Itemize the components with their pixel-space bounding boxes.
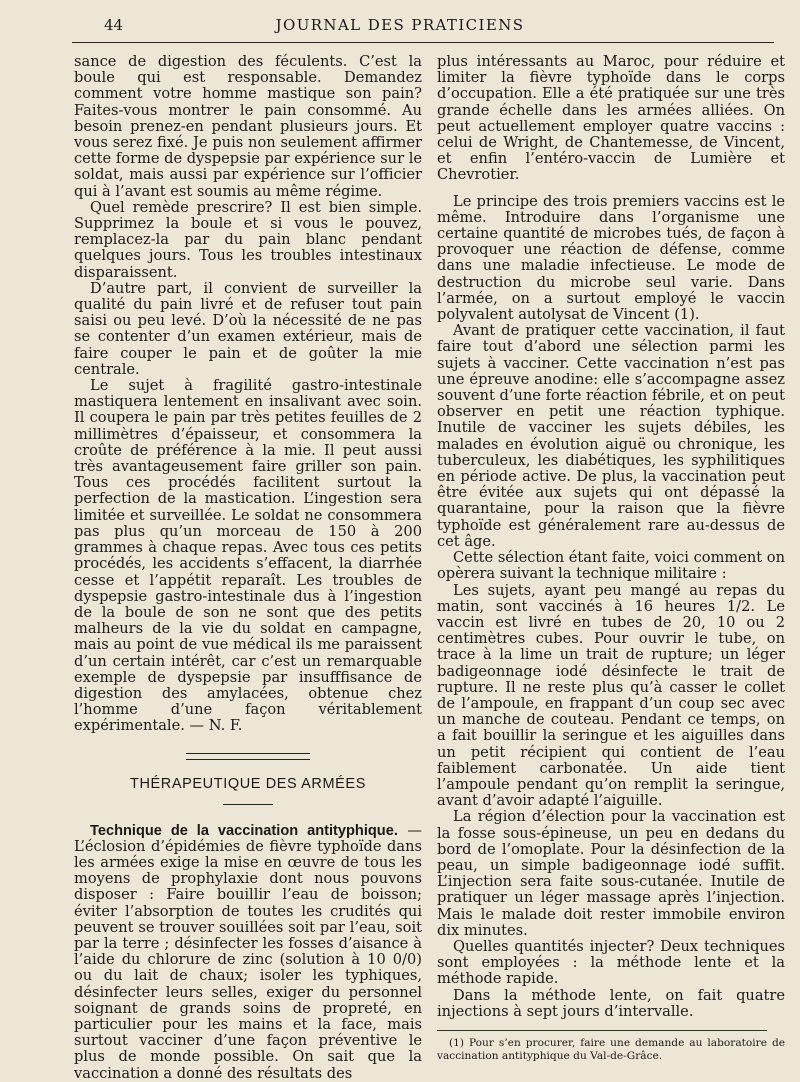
- page-header: [0, 0, 800, 40]
- article-lead: — L’éclosion d’épidémies de fièvre typhoïde dans les armées exige la mise en œuvre de tous les moyens de prophylaxie dont nous pouvons disposer : Faire bouillir l’eau de boisson; éviter l’absorption de toutes les crudités qui peuvent se trouver souillées soit par l’eau, soit par la terre ; désinfecter les fosses d’aisance à l’aide du chlorure de zinc (solution à 10 0/0) ou du lait de chaux; isoler les typhiques, désinfecter leurs selles, exiger du personnel soignant de grands soins de propreté, en particulier pour les mains et la face, mais surtout vacciner d’une façon préventive le plus de monde possible. On sait que la vaccination a donné des résultats des: [74, 821, 422, 1082]
- paragraph: Cette sélection étant faite, voici comment on opèrera suivant la technique militaire :: [437, 549, 785, 583]
- page-number: 44: [104, 16, 124, 34]
- section-title-rule: [223, 804, 273, 805]
- paragraph: plus intéressants au Maroc, pour réduire et limiter la fièvre typhoïde dans le corps d’occupation. Elle a été pratiquée sur une très grande échelle dans les armées alliées. On peut actuellement employer quatre vaccins : celui de Wright, de Chantemesse, de Vincent, et enfin l’entéro-vaccin de Lumière et Chevrotier.: [437, 53, 785, 184]
- footnote-rule: [437, 1030, 767, 1031]
- paragraph: Quel remède prescrire? Il est bien simple. Supprimez la boule et si vous le pouvez, remplacez-la par du pain blanc pendant quelques jours. Tous les troubles intestinaux disparaissent.: [74, 198, 422, 281]
- paragraph: sance de digestion des féculents. C’est la boule qui est responsable. Demandez comment votre homme mastique son pain? Faites-vous montrer le pain consommé. Au besoin prenez-en pendant plusieurs jours. Et vous serez fixé. Je puis non seulement affirmer cette forme de dyspepsie par expérience sur le soldat, mais aussi par expérience sur l’officier qui à l’avant est soumis au même régime.: [74, 53, 422, 200]
- right-column: [437, 54, 785, 1063]
- paragraph: Les sujets, ayant peu mangé au repas du matin, sont vaccinés à 16 heures 1/2. Le vaccin est livré en tubes de 20, 10 ou 2 centimètres cubes. Pour ouvrir le tube, on trace à la lime un trait de rupture; un léger badigeonnage iodé désinfecte le trait de rupture. Il ne reste plus qu’à casser le collet de l’ampoule, en frappant d’un coup sec avec un manche de couteau. Pendant ce temps, on a fait bouillir la seringue et les aiguilles dans un petit récipient qui contient de l’eau faiblement carbonatée. Un aide tient l’ampoule pendant qu’on remplit la seringue, avant d’avoir adapté l’aiguille.: [437, 581, 785, 810]
- paragraph: Quelles quantités injecter? Deux techniques sont employées : la méthode lente et la méthode rapide.: [437, 937, 785, 988]
- header-rule: [72, 42, 774, 43]
- double-rule: [186, 753, 310, 760]
- paragraph: Le sujet à fragilité gastro-intestinale mastiquera lentement en insalivant avec soin. Il coupera le pain par très petites feuilles de 2 millimètres d’épaisseur, et consommera la croûte de préférence à la mie. Il peut aussi très avantageusement faire griller son pain. Tous ces procédés facilitent surtout la perfection de la mastication. L’ingestion sera limitée et surveillée. Le soldat ne consommera pas plus qu’un morceau de 150 à 200 grammes à chaque repas. Avec tous ces petits procédés, les accidents s’effacent, la diarrhée cesse et l’appétit reparaît. Les troubles de dyspepsie gastro-intestinale dus à l’ingestion de la boule de son ne sont que des petits malheurs de la vie du soldat en campagne, mais au point de vue médical ils me paraissent d’un certain intérêt, car c’est un remarquable exemple de dyspepsie par insufffisance de digestion des amylacées, obtenue chez l’homme d’une façon véritablement expérimentale. — N. F.: [74, 377, 422, 735]
- section-title: THÉRAPEUTIQUE DES ARMÉES: [130, 775, 366, 792]
- footnote: (1) Pour s’en procurer, faire une demande au laboratoire de vaccination antityphique du Val-de-Grâce.: [437, 1036, 785, 1062]
- paragraph: La région d’élection pour la vaccination est la fosse sous-épineuse, un peu en dedans du bord de l’omoplate. Pour la désinfection de la peau, un simple badigeonnage iodé suffit. L’injection sera faite sous-cutanée. Inutile de pratiquer un léger massage après l’injection. Mais le malade doit rester immobile environ dix minutes.: [437, 808, 785, 939]
- left-column: [74, 54, 422, 1082]
- article-paragraph: [74, 823, 422, 1082]
- paragraph: Dans la méthode lente, on fait quatre injections à sept jours d’intervalle.: [437, 986, 785, 1020]
- paragraph: D’autre part, il convient de surveiller la qualité du pain livré et de refuser tout pain saisi ou peu levé. D’où la nécessité de ne pas se contenter d’un examen extérieur, mais de faire couper le pain et de goûter la mie centrale.: [74, 279, 422, 378]
- section-separator: [74, 753, 422, 760]
- running-title: JOURNAL DES PRATICIENS: [275, 16, 525, 34]
- paragraph: Avant de pratiquer cette vaccination, il faut faire tout d’abord une sélection parmi les sujets à vacciner. Cette vaccination n’est pas une épreuve anodine: elle s’accompagne assez souvent d’une forte réaction fébrile, et on peut observer en petit une réaction typhique. Inutile de vacciner les sujets débiles, les malades en évolution aiguë ou chronique, les tuberculeux, les diabétiques, les syphilitiques en période active. De plus, la vaccination peut être évitée aux sujets qui ont dépassé la quarantaine, pour la raison que la fièvre typhoïde est généralement rare au-dessus de cet âge.: [437, 322, 785, 550]
- article-heading: Technique de la vaccination antityphique.: [90, 822, 398, 839]
- paragraph: Le principe des trois premiers vaccins est le même. Introduire dans l’organisme une certaine quantité de microbes tués, de façon à provoquer une réaction de défense, comme dans une maladie infectieuse. Le mode de destruction du microbe seul varie. Dans l’armée, on a surtout employé le vaccin polyvalent autolysat de Vincent (1).: [437, 192, 785, 324]
